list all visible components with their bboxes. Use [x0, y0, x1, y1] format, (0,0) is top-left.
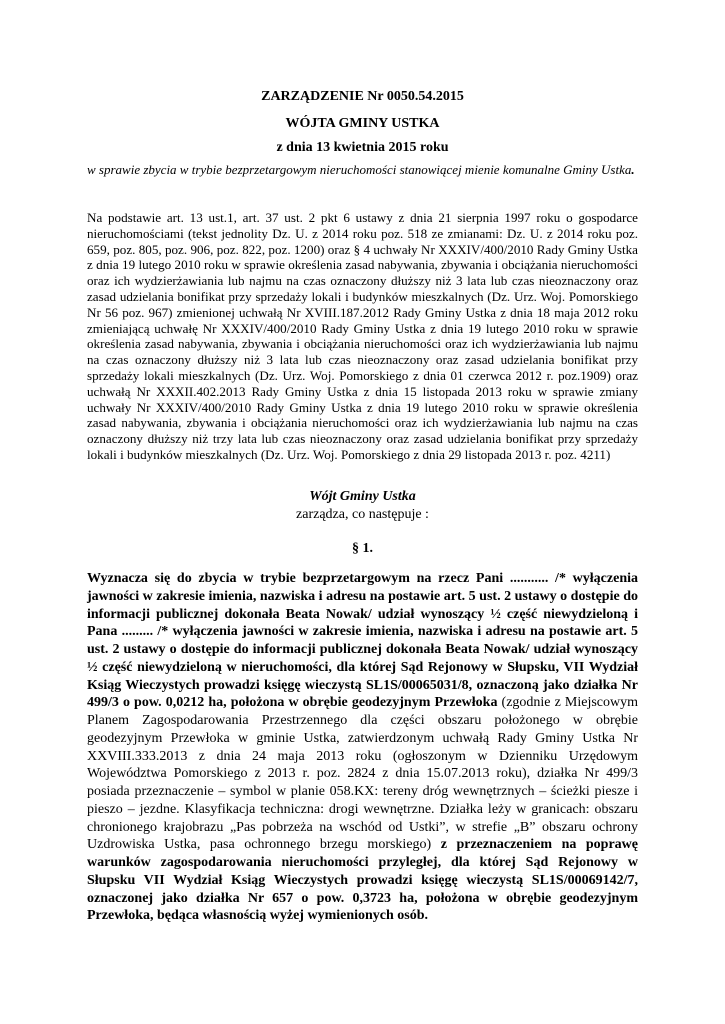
document-title: ZARZĄDZENIE Nr 0050.54.2015	[261, 89, 464, 104]
section-1-bold-part-a: Wyznacza się do zbycia w trybie bezprzetargowym na rzecz Pani ........... /* wyłączenia jawności w zakresie imienia, nazwiska i adresu na postawie art. 5 ust. 2 ustawy o dostępie do informacji publicznej dokonała Beata Nowak/ udział wynoszący ½ część niewydzieloną i Pana ......... /* wyłączenia jawności w zakresie imienia, nazwiska i adresu na postawie art. 5 ust. 2 ustawy o dostępie do informacji publicznej dokonała Beata Nowak/ udział wynoszący ½ część niewydzieloną w nieruchomości, dla której Sąd Rejonowy w Słupsku, VII Wydział Ksiąg Wieczystych prowadzi księgę wieczystą SL1S/00065031/8, oznaczoną jako działka Nr 499/3 o pow. 0,0212 ha, położona w obrębie geodezyjnym Przewłoka	[87, 571, 638, 711]
document-issuer: WÓJTA GMINY USTKA	[285, 116, 440, 131]
section-1-bold-part-b: z przeznaczeniem na poprawę warunków zagospodarowania nieruchomości przyległej, dla której Sąd Rejonowy w Słupsku VII Wydział Ksiąg Wieczystych prowadzi księgę wieczystą SL1S/00069142/7, oznaczonej jako działka Nr 657 o pow. 0,3723 ha, położona w obrębie geodezyjnym Przewłoka, będąca własnością wyżej wymienionych osób.	[87, 837, 638, 924]
legal-basis: Na podstawie art. 13 ust.1, art. 37 ust. 2 pkt 6 ustawy z dnia 21 sierpnia 1997 roku o gospodarce nieruchomościami (tekst jednolity Dz. U. z 2014 roku poz. 518 ze zmianami: Dz. U. z 2014 roku poz. 659, poz. 805, poz. 906, poz. 822, poz. 1200) oraz § 4 uchwały Nr XXXIV/400/2010 Rady Gminy Ustka z dnia 19 lutego 2010 roku w sprawie określenia zasad nabywania, zbywania i obciążania nieruchomości oraz ich wydzierżawiania lub najmu na czas oznaczony dłuższy niż 3 lata lub czas nieoznaczony oraz zasad udzielania bonifikat przy sprzedaży lokali i budynków mieszkalnych (Dz. Urz. Woj. Pomorskiego Nr 56 poz. 967) zmienionej uchwałą Nr XVIII.187.2012 Rady Gminy Ustka z dnia 18 maja 2012 roku zmieniającą uchwałę Nr XXXIV/400/2010 Rady Gminy Ustka z dnia 19 lutego 2010 roku w sprawie określenia zasad nabywania, zbywania i obciążania nieruchomości oraz ich wydzierżawiania lub najmu na czas oznaczony dłuższy niż 3 lata lub czas nieoznaczony oraz zasad udzielania bonifikat przy sprzedaży lokali mieszkalnych (Dz. Urz. Woj. Pomorskiego z dnia 01 czerwca 2012 r. poz.1909) oraz uchwałą Nr XXXII.402.2013 Rady Gminy Ustka z dnia 15 listopada 2013 roku w sprawie zmiany uchwały Nr XXXIV/400/2010 Rady Gminy Ustka z dnia 19 lutego 2010 roku w sprawie określenia zasad nabywania, zbywania i obciążania nieruchomości oraz ich wydzierżawiania lub najmu na czas oznaczony dłuższy niż trzy lata lub czas nieoznaczony oraz zasad udzielania bonifikat przy sprzedaży lokali i budynków mieszkalnych (Dz. Urz. Woj. Pomorskiego z dnia 29 listopada 2013 r. poz. 4211)	[87, 210, 638, 462]
authority-name: Wójt Gminy Ustka	[309, 489, 416, 504]
section-1-normal-part: (zgodnie z Miejscowym Planem Zagospodarowania Przestrzennego dla części obszaru położonego w obrębie geodezyjnym Przewłoka w gminie Ustka, zatwierdzonym uchwałą Rady Gminy Ustka Nr XXVIII.333.2013 z dnia 24 maja 2013 roku (ogłoszonym w Dzienniku Urzędowym Województwa Pomorskiego z 2013 r. poz. 2824 z dnia 15.07.2013 roku), działka Nr 499/3 posiada przeznaczenie – symbol w planie 058.KX: tereny dróg wewnętrznych – ścieżki piesze i pieszo – jezdne. Klasyfikacja techniczna: drogi wewnętrzne. Działka leży w granicach: obszaru chronionego krajobrazu „Pas pobrzeża na wschód od Ustki”, w strefie „B” obszaru ochrony Uzdrowiska Ustka, pasa ochronnego brzegu morskiego)	[87, 695, 638, 853]
subject-end: .	[631, 162, 635, 177]
authority-decrees: zarządza, co następuje :	[296, 507, 429, 522]
section-number: § 1.	[352, 541, 373, 556]
document-subject	[87, 161, 638, 178]
document-date: z dnia 13 kwietnia 2015 roku	[276, 140, 449, 155]
subject-text: w sprawie zbycia w trybie bezprzetargowym nieruchomości stanowiącej mienie komunalne Gminy Ustka	[87, 162, 632, 177]
section-1-paragraph	[87, 570, 638, 925]
